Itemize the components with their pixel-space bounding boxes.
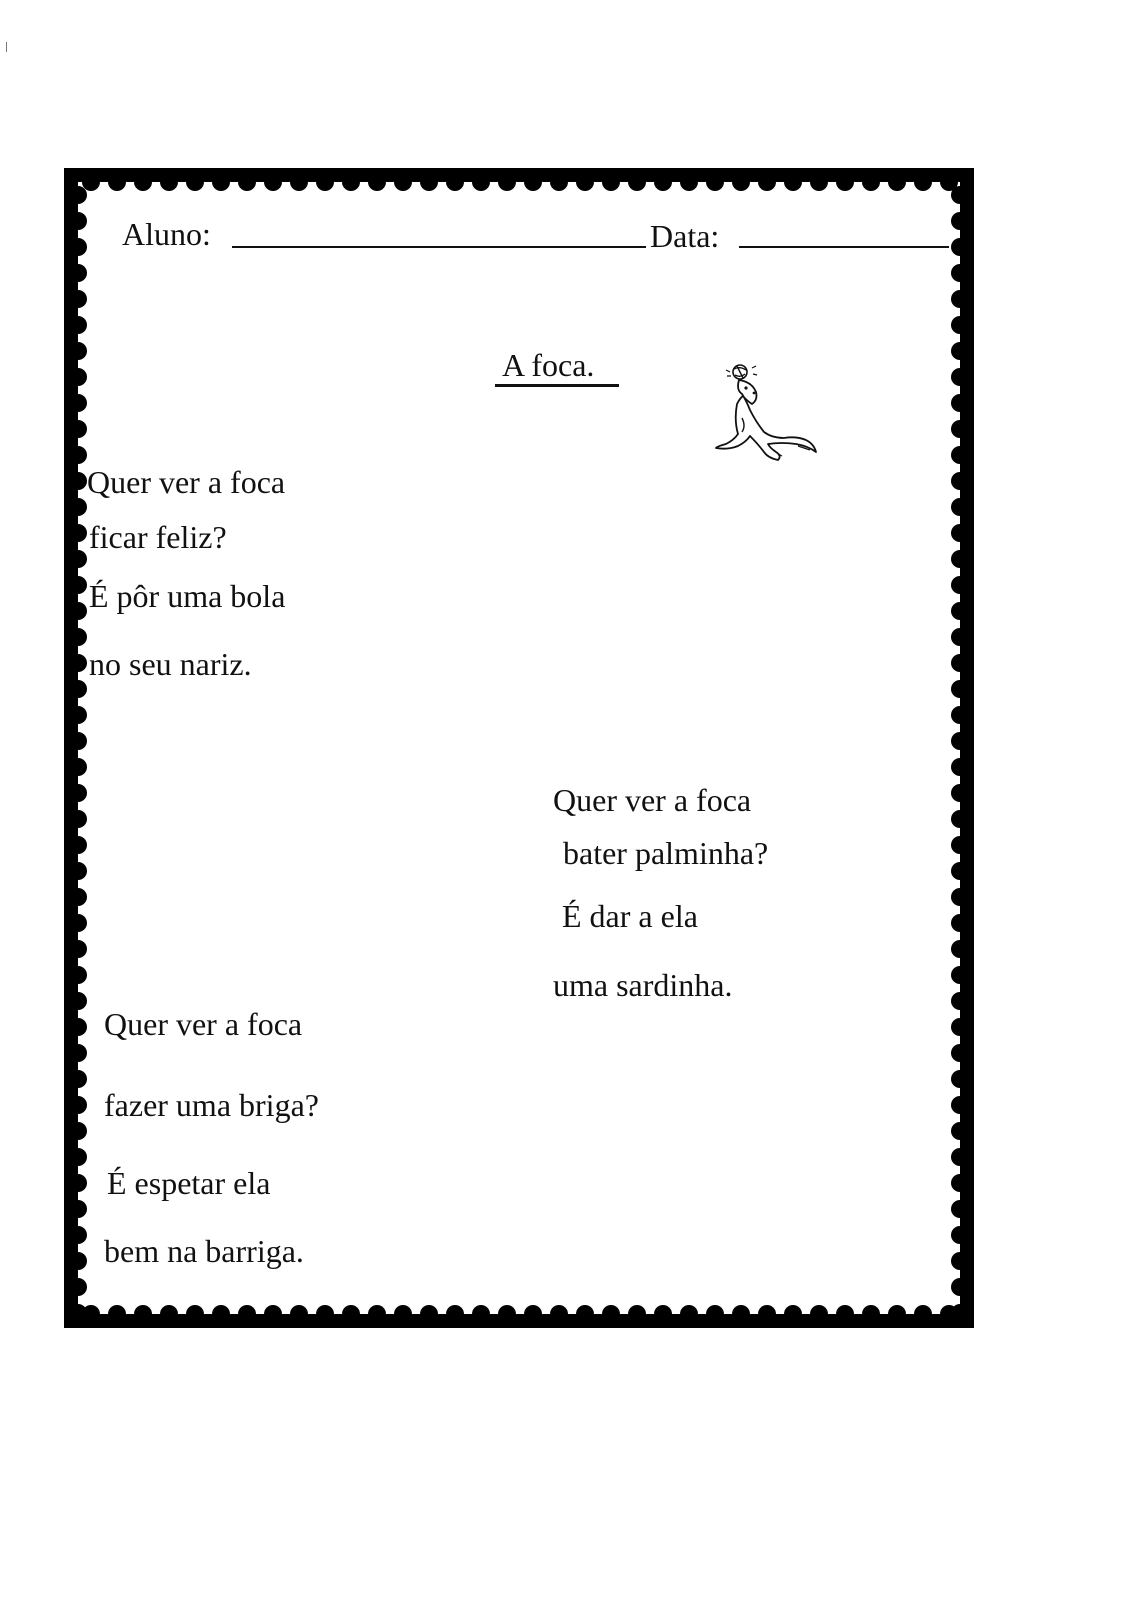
stanza-1-line-3: É pôr uma bola xyxy=(89,578,286,614)
seal-balancing-ball-icon xyxy=(712,360,822,470)
aluno-label: Aluno: xyxy=(122,216,211,252)
stanza-2-line-1: Quer ver a foca xyxy=(553,782,752,818)
aluno-name-line[interactable] xyxy=(232,246,646,248)
stanza-2-line-2: bater palminha? xyxy=(563,835,769,871)
title-underline xyxy=(495,384,619,387)
stanza-3-line-3: É espetar ela xyxy=(107,1165,271,1201)
stanza-1-line-2: ficar feliz? xyxy=(89,519,227,555)
stanza-2-line-4: uma sardinha. xyxy=(553,967,733,1003)
stanza-3-line-4: bem na barriga. xyxy=(104,1233,304,1269)
stanza-1-line-1: Quer ver a foca xyxy=(87,464,286,500)
stanza-1-line-4: no seu nariz. xyxy=(89,646,252,682)
stanza-3-line-2: fazer uma briga? xyxy=(104,1087,319,1123)
stanza-3-line-1: Quer ver a foca xyxy=(104,1006,303,1042)
data-label: Data: xyxy=(650,218,720,254)
date-line[interactable] xyxy=(739,246,949,248)
page-title: A foca. xyxy=(502,347,595,383)
stanza-2-line-3: É dar a ela xyxy=(562,898,698,934)
